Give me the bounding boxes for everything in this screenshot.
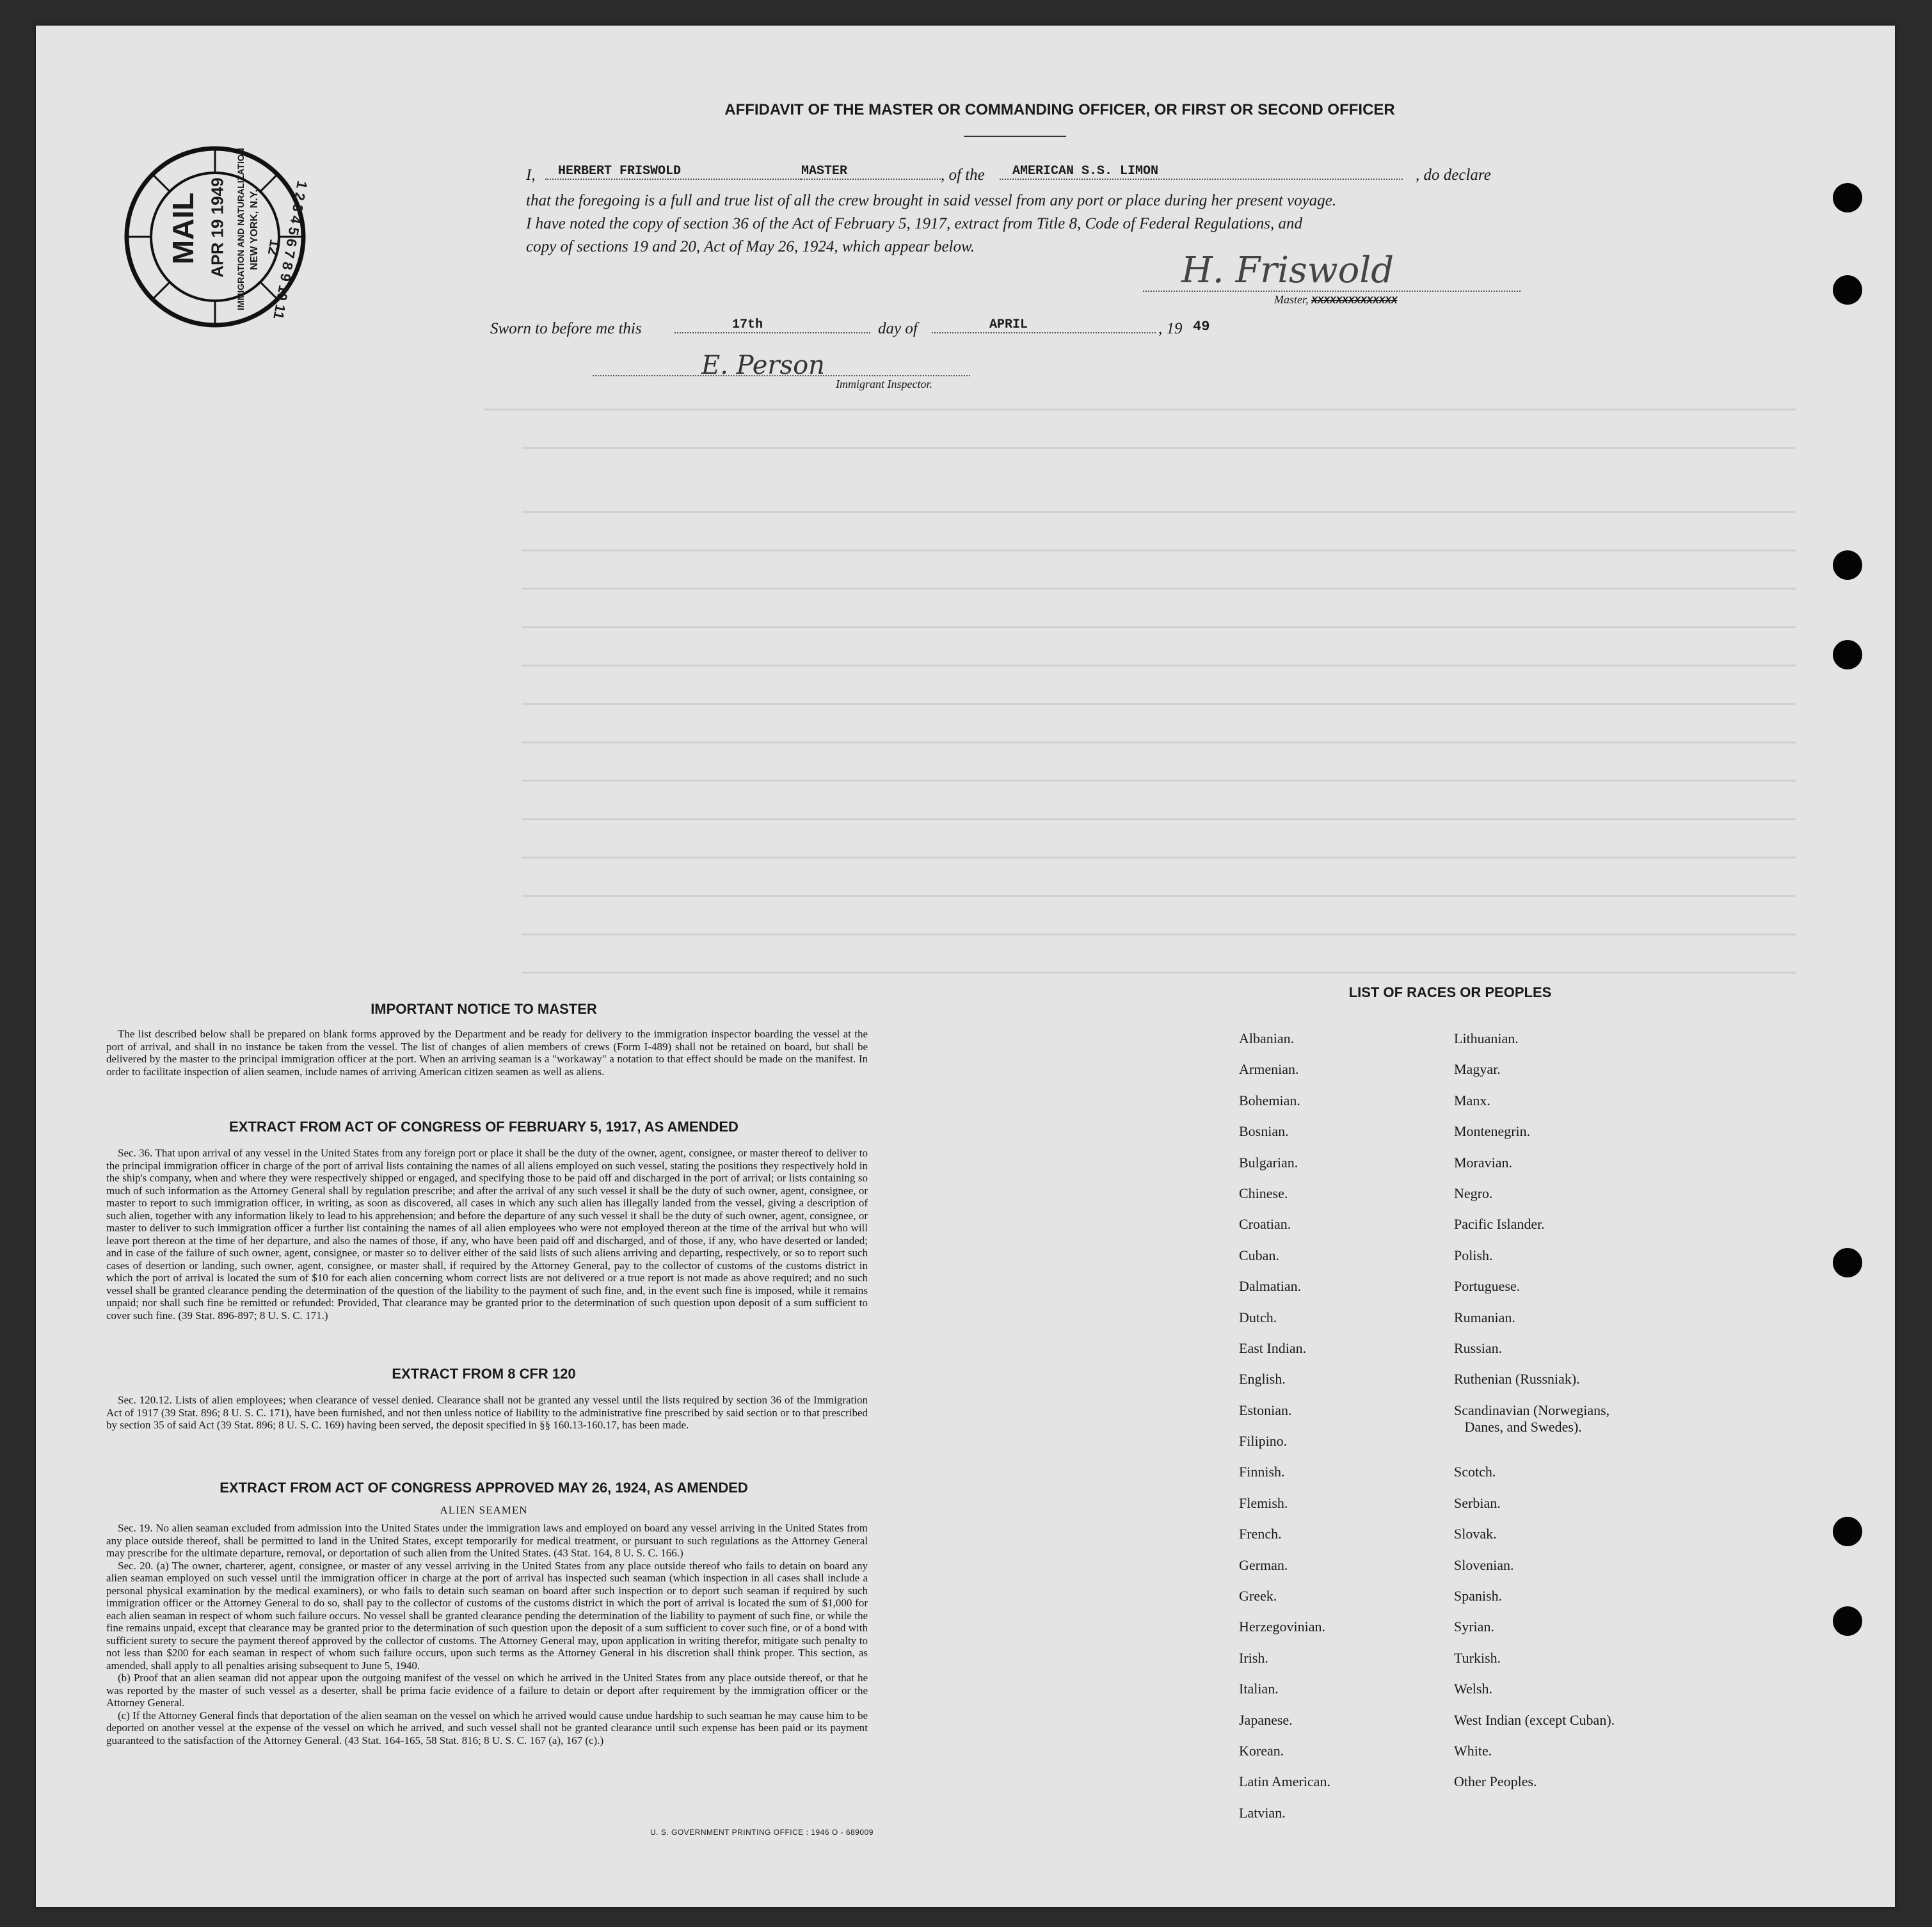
race-item: Latin American.	[1239, 1773, 1330, 1790]
race-item: Armenian.	[1239, 1061, 1299, 1078]
race-item: Serbian.	[1454, 1494, 1501, 1511]
race-item: Pacific Islander.	[1454, 1216, 1545, 1233]
sec19-paragraph: Sec. 19. No alien seaman excluded from admission into the United States under the immigration laws and employed on board any vessel arriving in the United States from any place outside thereof, shall be permitted to land in the United States, except temporarily for medical treatment, or pursuant to such regulations as the Attorney General may prescribe for the ultimate departure, removal, or deportation of such alien from the United States. (43 Stat. 164, 8 U. S. C. 166.)	[106, 1522, 868, 1559]
race-item: Herzegovinian.	[1239, 1619, 1325, 1635]
race-item: Cuban.	[1239, 1247, 1279, 1263]
race-item: Ruthenian (Russniak).	[1454, 1371, 1580, 1387]
race-item: Dutch.	[1239, 1309, 1277, 1325]
race-item: Estonian.	[1239, 1402, 1292, 1418]
extract-1917-paragraph: Sec. 36. That upon arrival of any vessel in the United States from any foreign port or place it shall be the duty of the owner, agent, consignee, or master thereof to deliver to the principal immigration officer in charge of the port of arrival lists containing the names of all aliens employed on such vessel, stating the positions they respectively hold in the ship's company, when and where they were respectively shipped or engaged, and specifying those to be paid off and discharged in the port of arrival; or lists containing so much of such information as the Attorney General shall by regulation prescribe; and after the arrival of any such vessel it shall be the duty of such owner, agent, consignee, or master to report to such immigration officer, in writing, as soon as discovered, all cases in which any such alien has illegally landed from the vessel, giving a description of such alien, together with any information likely to lead to his apprehension; and before the departure of any such vessel it shall be the duty of such owner, agent, consignee, or master to deliver to such immigration officer a further list containing the names of all alien employees who were not employed thereon at the time of the arrival but who will leave port thereon at the time of her departure, and also the names of those, if any, who have been paid off and discharged, and of those, if any, who have deserted or landed; and in case of the failure of such owner, agent, consignee, or master so to deliver either of the said lists of such aliens arriving and departing, respectively, or so to report such cases of desertion or landing, such owner, agent, consignee, or master shall, if required by the Attorney General, pay to the collector of customs of the customs district in which the port of arrival is located the sum of $10 for each alien concerning whom correct lists are not delivered or a true report is not made as above required; and no such vessel shall be granted clearance pending the determination of the question of the liability to the payment of such fine, and, in the event such fine is imposed, while it remains unpaid; nor shall such fine be remitted or refunded: Provided, That clearance may be granted prior to the determination of such question upon deposit of a sum sufficient to cover such fine. (39 Stat. 896-897; 8 U. S. C. 171.)	[106, 1147, 868, 1322]
do-declare-label: , do declare	[1416, 166, 1491, 184]
race-item: Moravian.	[1454, 1154, 1513, 1171]
binder-hole	[1833, 275, 1862, 305]
binder-hole	[1833, 183, 1862, 212]
race-item: Portuguese.	[1454, 1278, 1521, 1295]
races-column-1	[1239, 1030, 1444, 1835]
master-label: Master,	[1274, 293, 1309, 306]
stamp-clock-numbers: 1 2 3 4 5 6 7 8 9 10 11 12	[264, 179, 311, 321]
race-item: Manx.	[1454, 1092, 1490, 1108]
sec20a-paragraph: Sec. 20. (a) The owner, charterer, agent, consignee, or master of any vessel arriving in the United States from any place outside thereof who fails to detain on board any alien seaman employed on such vessel until the immigration officer in charge at the port of arrival has inspected such seaman (which inspection in all cases shall include a personal physical examination by the medical examiners), or who fails to detain such seaman on board after such inspection or to deport such seaman if required by such immigration officer or the Attorney General to do so, shall pay to the collector of customs of the customs district in which the port of arrival is located the sum of $1,000 for each alien seaman in respect of whom such failure occurs. No vessel shall be granted clearance pending the determination of the liability to payment of such fine, or while the fine remains unpaid, except that clearance may be granted prior to the determination of such question upon the deposit of a sum sufficient to cover such fine, or of a bond with sufficient surety to secure the payment thereof approved by the collector of customs. The Attorney General may, upon application in writing therefor, mitigate such penalty to not less than $200 for each seaman in respect of whom such failure occurs, upon such terms as the Attorney General in his discretion shall think proper. This section, as amended, shall apply to all penalties arising subsequent to June 5, 1940.	[106, 1559, 868, 1672]
race-item: Croatian.	[1239, 1216, 1291, 1233]
inspector-signature: E. Person	[701, 351, 825, 380]
race-item: Bulgarian.	[1239, 1154, 1298, 1171]
extract-8cfr-text	[106, 1394, 868, 1432]
extract-1924-subtitle: ALIEN SEAMEN	[440, 1504, 528, 1516]
race-item: Lithuanian.	[1454, 1030, 1519, 1046]
race-item: Polish.	[1454, 1247, 1493, 1263]
race-item: Bohemian.	[1239, 1092, 1300, 1108]
race-item: Spanish.	[1454, 1588, 1503, 1604]
declaration-body	[526, 189, 1524, 259]
stamp-city: NEW YORK, N.Y.	[249, 189, 260, 270]
sworn-day: 17th	[675, 317, 870, 333]
printing-office-footer: U. S. GOVERNMENT PRINTING OFFICE : 1946 O - 689009	[650, 1828, 874, 1837]
race-item: Flemish.	[1239, 1494, 1288, 1511]
race-item: Welsh.	[1454, 1681, 1492, 1697]
race-item: Rumanian.	[1454, 1309, 1515, 1325]
race-item: Albanian.	[1239, 1030, 1295, 1046]
race-item: Greek.	[1239, 1588, 1277, 1604]
extract-1924-text	[106, 1522, 868, 1747]
extract-8cfr-paragraph: Sec. 120.12. Lists of alien employees; when clearance of vessel denied. Clearance shall not be granted any vessel until the lists required by section 36 of the Immigration Act of 1917 (39 Stat. 896; 8 U. S. C. 171), have been furnished, and not then unless notice of liability to the administrative fine prescribed by said section or to that prescribed by section 35 of said Act (39 Stat. 896; 8 U. S. C. 169) having been served, the deposit specified in §§ 160.13-160.17, has been made.	[106, 1394, 868, 1431]
race-item: East Indian.	[1239, 1339, 1307, 1356]
signature-line	[1143, 291, 1521, 292]
declaration-body-line: that the foregoing is a full and true list of all the crew brought in said vessel from any port or place during her present voyage.	[526, 192, 1337, 209]
title-rule	[964, 136, 1066, 137]
mail-stamp	[119, 141, 311, 333]
race-item: West Indian (except Cuban).	[1454, 1711, 1615, 1728]
race-item: Syrian.	[1454, 1619, 1494, 1635]
sec20b-paragraph: (b) Proof that an alien seaman did not appear upon the outgoing manifest of the vessel on which he arrived in the United States from any place outside thereof, or that he was reported by the master of such vessel as a deserter, shall be prima facie evidence of a failure to detain or deport after requirement by the immigration officer or the Attorney General.	[106, 1672, 868, 1709]
binder-hole	[1833, 640, 1862, 669]
race-item: Japanese.	[1239, 1711, 1293, 1728]
sec20c-paragraph: (c) If the Attorney General finds that deportation of the alien seaman on the vessel on which he arrived would cause undue hardship to such seaman he may cause him to be deported on another vessel at the expense of the vessel on which he arrived, and such vessel shall not be granted clearance until such expense has been paid or its payment guaranteed to the satisfaction of the Attorney General. (43 Stat. 164-165, 58 Stat. 816; 8 U. S. C. 167 (a), 167 (c).)	[106, 1709, 868, 1747]
race-item: Bosnian.	[1239, 1123, 1289, 1140]
extract-1924-title: EXTRACT FROM ACT OF CONGRESS APPROVED MAY 26, 1924, AS AMENDED	[220, 1480, 748, 1496]
struck-text: XXXXXXXXXXXXXX	[1311, 295, 1398, 307]
race-item: Finnish.	[1239, 1464, 1285, 1480]
notice-title: IMPORTANT NOTICE TO MASTER	[371, 1001, 597, 1017]
race-item: Korean.	[1239, 1742, 1284, 1759]
race-item: Chinese.	[1239, 1185, 1288, 1201]
vessel-name: AMERICAN S.S. LIMON	[1000, 164, 1403, 180]
year-prefix: , 19	[1158, 320, 1183, 337]
master-title-label	[1274, 293, 1397, 307]
i-label: I,	[526, 166, 536, 184]
race-item: Slovenian.	[1454, 1556, 1514, 1573]
race-item: Scandinavian (Norwegians, Danes, and Swedes).	[1454, 1402, 1610, 1435]
year-suffix: 49	[1193, 319, 1210, 335]
notice-text	[106, 1028, 868, 1078]
master-name: HERBERT FRISWOLD	[545, 164, 801, 180]
race-item: Irish.	[1239, 1649, 1268, 1666]
sworn-prefix: Sworn to before me this	[490, 320, 642, 337]
race-item: Italian.	[1239, 1681, 1279, 1697]
race-item: English.	[1239, 1371, 1286, 1387]
race-item: Scotch.	[1454, 1464, 1496, 1480]
declaration-body-line: I have noted the copy of section 36 of the Act of February 5, 1917, extract from Title 8, Code of Federal Regulations, and	[526, 215, 1302, 232]
races-title: LIST OF RACES OR PEOPLES	[1348, 984, 1552, 1000]
extract-1917-text	[106, 1147, 868, 1322]
race-item: Russian.	[1454, 1339, 1503, 1356]
stamp-office: IMMIGRATION AND NATURALIZATION	[236, 148, 246, 310]
stamp-date: APR 19 1949	[207, 177, 227, 278]
race-item: Filipino.	[1239, 1433, 1288, 1450]
race-item: German.	[1239, 1556, 1288, 1573]
document-sheet	[36, 26, 1895, 1907]
race-item: Slovak.	[1454, 1526, 1497, 1542]
race-item: White.	[1454, 1743, 1492, 1759]
race-item: Turkish.	[1454, 1649, 1501, 1666]
notice-paragraph: The list described below shall be prepared on blank forms approved by the Department and be ready for delivery to the immigration inspector boarding the vessel at the port of arrival, and shall in no instance be taken from the vessel. The list of changes of alien members of crews (Form I-489) shall not be retained on board, but shall be delivered by the master to the principal immigration officer at the port. When an arriving seaman is a "workaway" a notation to that effect should be made on the manifest. In order to facilitate inspection of alien seamen, include names of arriving American citizen seamen as well as aliens.	[106, 1028, 868, 1078]
race-item: Magyar.	[1454, 1061, 1501, 1078]
race-item: Latvian.	[1239, 1804, 1286, 1821]
race-item: Negro.	[1454, 1185, 1493, 1201]
race-item: Montenegrin.	[1454, 1123, 1531, 1140]
race-item: Other Peoples.	[1454, 1773, 1537, 1790]
extract-1917-title: EXTRACT FROM ACT OF CONGRESS OF FEBRUARY 5, 1917, AS AMENDED	[229, 1119, 738, 1135]
binder-hole	[1833, 1606, 1862, 1636]
stamp-mail-label: MAIL	[166, 192, 200, 265]
race-item: Dalmatian.	[1239, 1278, 1302, 1295]
master-signature: H. Friswold	[1181, 250, 1394, 291]
of-the-label: , of the	[941, 166, 985, 184]
races-column-2	[1454, 1030, 1723, 1805]
binder-hole	[1833, 1248, 1862, 1277]
declaration-line	[526, 164, 1524, 189]
affidavit-title: AFFIDAVIT OF THE MASTER OR COMMANDING OFFICER, OR FIRST OR SECOND OFFICER	[724, 101, 1395, 118]
race-item: French.	[1239, 1526, 1282, 1542]
extract-8cfr-title: EXTRACT FROM 8 CFR 120	[392, 1366, 576, 1382]
day-of-label: day of	[878, 320, 918, 337]
binder-hole	[1833, 1517, 1862, 1546]
sworn-line	[490, 317, 1322, 343]
binder-hole	[1833, 550, 1862, 580]
sworn-month: APRIL	[932, 317, 1156, 333]
master-rank: MASTER	[801, 164, 941, 180]
declaration-body-line: copy of sections 19 and 20, Act of May 26, 1924, which appear below.	[526, 238, 975, 255]
inspector-label: Immigrant Inspector.	[836, 378, 932, 390]
inspector-line	[593, 375, 970, 376]
